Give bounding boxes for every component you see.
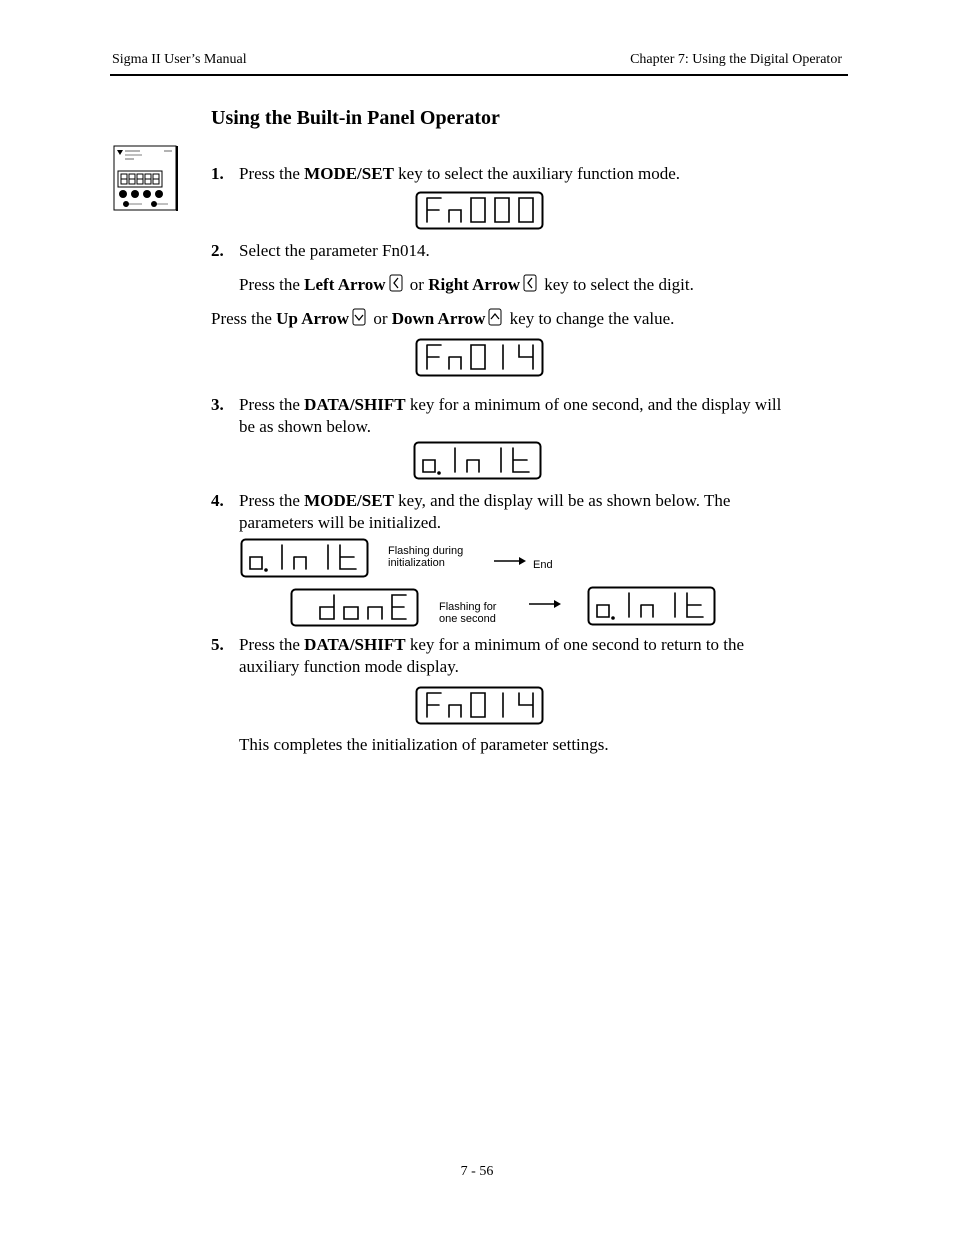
step-number: 3.: [211, 395, 224, 414]
display-p-init-flashing: [240, 538, 369, 578]
mode-set-key: MODE/SET: [304, 164, 394, 183]
display-fn014: [415, 338, 544, 377]
step-number: 5.: [211, 635, 224, 654]
arrow-right-icon: [494, 556, 526, 566]
display-done: [290, 588, 419, 627]
display-p-init-after: [587, 586, 716, 626]
mode-set-key: MODE/SET: [304, 491, 394, 510]
flashing-during-label: Flashing during initialization: [388, 545, 464, 569]
step-2-digit-select: Press the Left Arrow or Right Arrow key to select the digit.: [239, 275, 694, 294]
display-p-init: [413, 441, 542, 480]
up-arrow-key-icon: [352, 308, 366, 326]
step-4: 4. Press the MODE/SET key, and the display will be as shown below. The parameters will be initialized.: [211, 491, 731, 532]
step-2-value-change: Press the Up Arrow or Down Arrow key to change the value.: [211, 309, 675, 328]
closing-text: This completes the initialization of parameter settings.: [239, 735, 609, 754]
step-1: 1. Press the MODE/SET key to select the auxiliary function mode.: [211, 164, 680, 183]
display-fn014-return: [415, 686, 544, 725]
right-arrow-key-icon: [523, 274, 537, 292]
data-shift-key: DATA/SHIFT: [304, 395, 406, 414]
left-arrow-key-icon: [389, 274, 403, 292]
down-arrow-key: Down Arrow: [391, 309, 486, 328]
page-number: 7 - 56: [460, 1164, 494, 1179]
down-arrow-key-icon: [488, 308, 502, 326]
end-label: End: [533, 559, 553, 571]
arrow-right-icon: [529, 599, 561, 609]
header-rule: [110, 74, 848, 76]
step-number: 4.: [211, 491, 224, 510]
right-arrow-key: Right Arrow: [428, 275, 520, 294]
left-arrow-key: Left Arrow: [304, 275, 386, 294]
step-number: 1.: [211, 164, 224, 183]
header-chapter-title: Chapter 7: Using the Digital Operator: [630, 52, 842, 67]
display-fn000: [415, 191, 544, 230]
data-shift-key: DATA/SHIFT: [304, 635, 406, 654]
step-number: 2.: [211, 241, 224, 260]
panel-operator-icon: [112, 145, 180, 212]
section-title: Using the Built-in Panel Operator: [211, 107, 500, 129]
flashing-for-label: Flashing for one second: [439, 601, 497, 625]
up-arrow-key: Up Arrow: [276, 309, 350, 328]
step-2: 2. Select the parameter Fn014.: [211, 241, 430, 260]
header-manual-title: Sigma II User’s Manual: [112, 52, 247, 67]
step-5: 5. Press the DATA/SHIFT key for a minimum of one second to return to the auxiliary function mode display.: [211, 635, 745, 676]
step-3: 3. Press the DATA/SHIFT key for a minimum of one second, and the display will be as shown below.: [211, 395, 782, 436]
